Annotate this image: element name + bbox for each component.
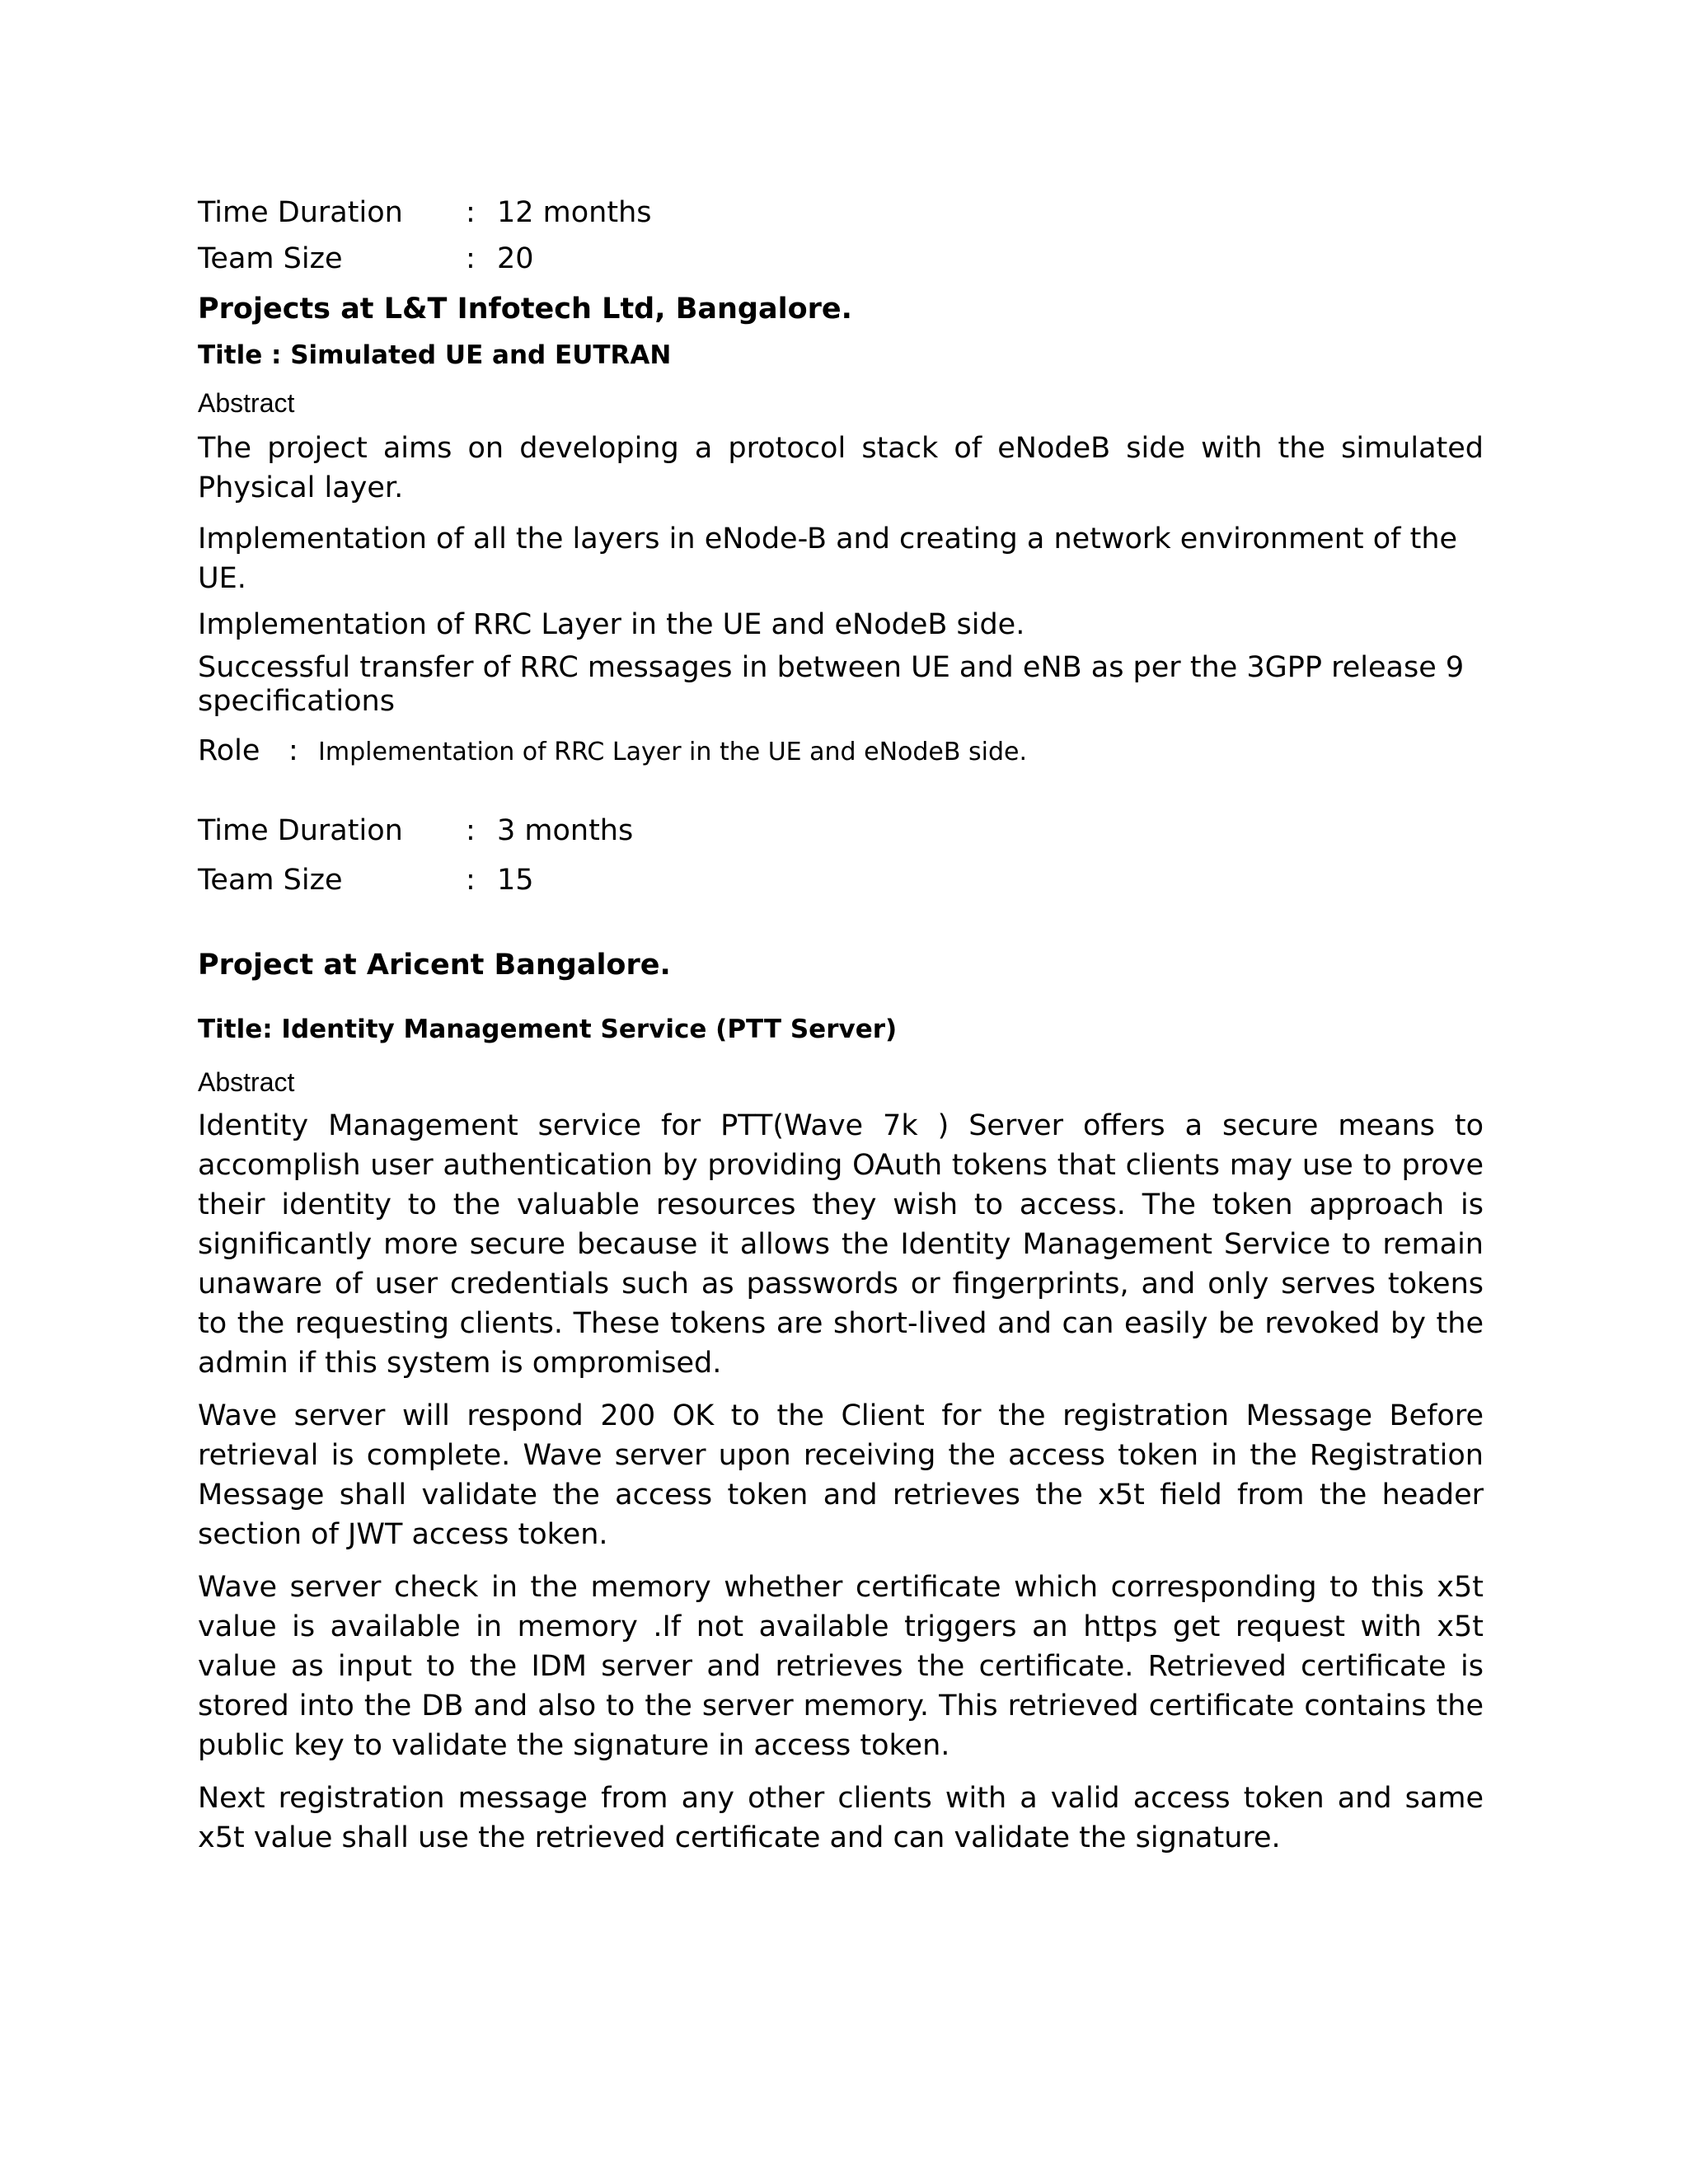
- lt-abstract-label: Abstract: [198, 388, 295, 418]
- time-duration-row: [198, 190, 1484, 236]
- resume-page: [198, 190, 1484, 1858]
- aricent-abstract-label: Abstract: [198, 1067, 295, 1097]
- lt-role-row: [198, 730, 1484, 773]
- lt-paragraph: Implementation of RRC Layer in the UE and eNodeB side.: [198, 608, 1025, 641]
- aricent-section-heading: Project at Aricent Bangalore.: [198, 949, 671, 982]
- team-size-label: Team Size: [198, 242, 343, 275]
- separator: :: [288, 734, 298, 767]
- aricent-project-title: Title: Identity Management Service (PTT Server): [198, 1015, 898, 1044]
- time-duration-row: [198, 806, 1484, 855]
- lt-section-heading: Projects at L&T Infotech Ltd, Bangalore.: [198, 293, 852, 326]
- time-duration-label: Time Duration: [198, 196, 403, 229]
- lt-project-title: Title : Simulated UE and EUTRAN: [198, 340, 672, 370]
- team-size-value: 20: [497, 242, 534, 275]
- time-duration-value: 12 months: [497, 196, 652, 229]
- top-details: [198, 190, 1484, 282]
- aricent-paragraph: Wave server will respond 200 OK to the Client for the registration Message Before retrieval is complete. Wave server upon receiving the access token in the Registration Message shall validate the access token and retrieves the x5t field from the header section of JWT access token.: [198, 1399, 1484, 1551]
- separator: :: [466, 864, 476, 897]
- team-size-label: Team Size: [198, 864, 343, 897]
- team-size-row: [198, 236, 1484, 282]
- role-label: Role: [198, 734, 260, 767]
- separator: :: [466, 196, 476, 229]
- lt-details: [198, 806, 1484, 905]
- time-duration-label: Time Duration: [198, 814, 403, 847]
- team-size-value: 15: [497, 864, 534, 897]
- role-value: Implementation of RRC Layer in the UE and eNodeB side.: [318, 738, 1028, 766]
- separator: :: [466, 242, 476, 275]
- time-duration-value: 3 months: [497, 814, 634, 847]
- aricent-paragraph: Next registration message from any other clients with a valid access token and same x5t value shall use the retrieved certificate and can validate the signature.: [198, 1782, 1484, 1854]
- team-size-row: [198, 855, 1484, 905]
- lt-paragraph: Successful transfer of RRC messages in between UE and eNB as per the 3GPP release 9 specifications: [198, 651, 1465, 718]
- separator: :: [466, 814, 476, 847]
- lt-paragraph: The project aims on developing a protocol stack of eNodeB side with the simulated Physical layer.: [198, 432, 1484, 504]
- aricent-paragraph: Wave server check in the memory whether certificate which corresponding to this x5t value is available in memory .If not available triggers an https get request with x5t value as input to the IDM server and retrieves the certificate. Retrieved certificate is stored into the DB and also to the server memory. This retrieved certificate contains the public key to validate the signature in access token.: [198, 1571, 1484, 1762]
- aricent-paragraph: Identity Management service for PTT(Wave 7k ) Server offers a secure means to accomplish user authentication by providing OAuth tokens that clients may use to prove their identity to the valuable resources they wish to access. The token approach is significantly more secure because it allows the Identity Management Service to remain unaware of user credentials such as passwords or fingerprints, and only serves tokens to the requesting clients. These tokens are short-lived and can easily be revoked by the admin if this system is ompromised.: [198, 1109, 1484, 1380]
- lt-paragraph: Implementation of all the layers in eNode-B and creating a network environment of the UE.: [198, 523, 1458, 595]
